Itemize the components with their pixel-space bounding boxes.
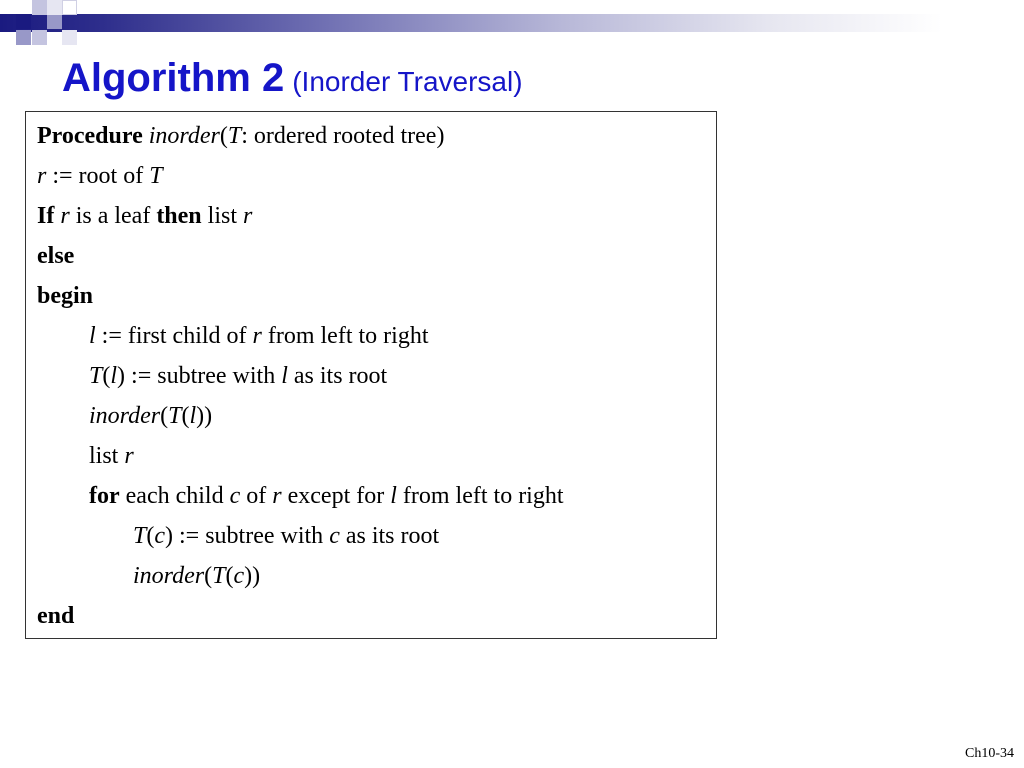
slide-title-sub: (Inorder Traversal) xyxy=(292,66,523,97)
header-decoration-square xyxy=(32,0,47,15)
header-decoration-square xyxy=(47,14,62,29)
code-line-subtree-l: T(l) := subtree with l as its root xyxy=(89,363,388,389)
code-line-inorder-c: inorder(T(c)) xyxy=(133,563,261,589)
header-decoration-square xyxy=(62,30,77,45)
slide-title xyxy=(62,56,523,101)
header-decoration-band xyxy=(0,14,1024,32)
pseudocode-box xyxy=(25,111,717,639)
code-line-end: end xyxy=(37,603,75,629)
header-decoration-square xyxy=(16,14,31,29)
code-line-subtree-c: T(c) := subtree with c as its root xyxy=(133,523,440,549)
header-decoration-square xyxy=(47,0,62,15)
header-decoration-square xyxy=(32,30,47,45)
code-line-if-leaf: If r is a leaf then list r xyxy=(37,203,253,229)
code-line-root-assign: r := root of T xyxy=(37,163,163,189)
code-line-procedure: Procedure inorder(T: ordered rooted tree) xyxy=(37,123,445,149)
page-number: Ch10-34 xyxy=(965,746,1014,761)
code-line-list-r: list r xyxy=(89,443,134,469)
slide-title-main: Algorithm 2 xyxy=(62,56,285,100)
header-decoration-square xyxy=(62,0,77,15)
code-line-first-child: l := first child of r from left to right xyxy=(89,323,429,349)
code-line-begin: begin xyxy=(37,283,94,309)
header-decoration-square xyxy=(16,30,31,45)
code-line-else: else xyxy=(37,243,75,269)
code-line-for-each: for each child c of r except for l from left to right xyxy=(89,483,564,509)
code-line-inorder-l: inorder(T(l)) xyxy=(89,403,213,429)
